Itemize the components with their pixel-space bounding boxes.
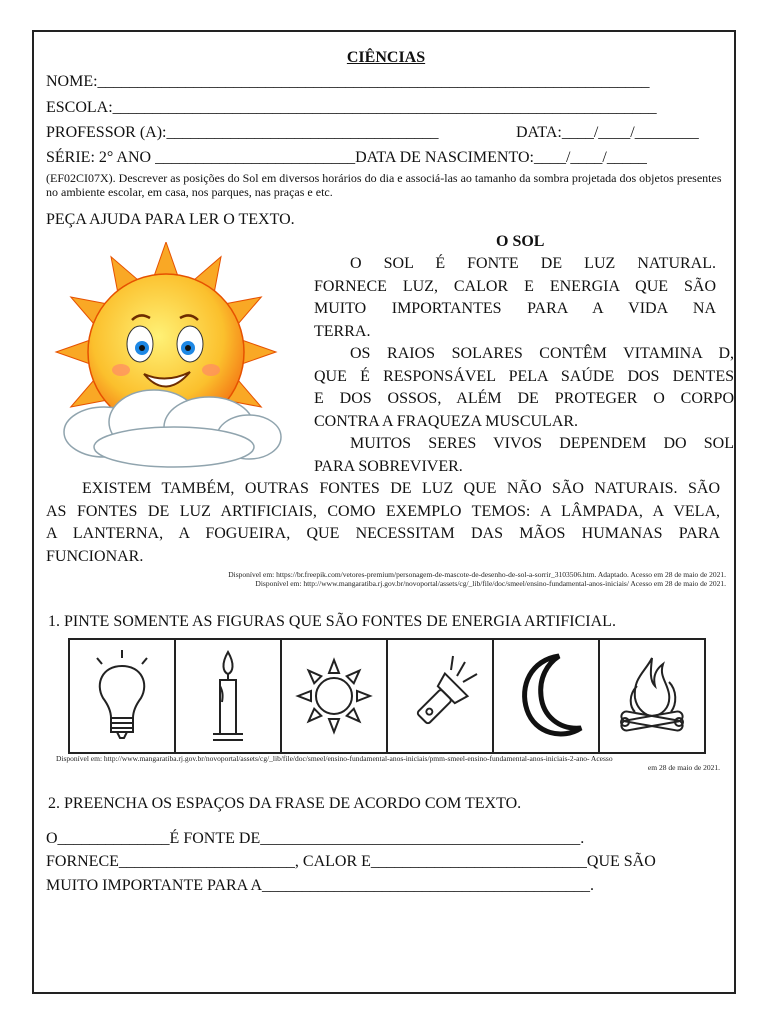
- worksheet: [32, 30, 736, 994]
- nome-field[interactable]: NOME:_____________________________________________________________________: [46, 73, 650, 90]
- paragraph-1: O SOL É FONTE DE LUZ NATURAL. FORNECE LUZ, CALOR E ENERGIA QUE SÃO MUITO IMPORTANTES PARA A VIDA NA TERRA.: [314, 255, 716, 340]
- page-title: CIÊNCIAS: [346, 49, 426, 66]
- skill-description: (EF02CI07X). Descrever as posições do Sol em diversos horários do dia e associá-las ao tamanho da sombra projetada dos objetos presentes no ambiente escolar, em casa, nos parques, nas praças e etc.: [46, 171, 722, 199]
- figure-flashlight[interactable]: [388, 640, 494, 752]
- source-note-2: Disponível em: http://www.mangaratiba.rj.gov.br/novoportal/assets/cg/_lib/file/doc/smeel/ensino-fundamental-anos-iniciais/ Acesso em 28 de maio de 2021.: [255, 579, 726, 588]
- sun-icon: [289, 646, 379, 746]
- figures-source-2: em 28 de maio de 2021.: [647, 763, 720, 772]
- source-note-1: Disponível em: https://br.freepik.com/vetores-premium/personagem-de-mascote-de-desenho-de-sol-a-sorrir_3103506.htm. Adaptado. Acesso em 28 de maio de 2021.: [228, 570, 726, 579]
- figure-sun[interactable]: [282, 640, 388, 752]
- figures-strip: [68, 638, 706, 754]
- data-field[interactable]: DATA:____/____/________: [516, 124, 699, 141]
- candle-icon: [183, 646, 273, 746]
- paragraph-3: MUITOS SERES VIVOS DEPENDEM DO SOL PARA SOBREVIVER.: [314, 435, 734, 475]
- professor-field[interactable]: PROFESSOR (A):__________________________________: [46, 124, 439, 141]
- question-1-prompt: 1. PINTE SOMENTE AS FIGURAS QUE SÃO FONTES DE ENERGIA ARTIFICIAL.: [48, 613, 616, 630]
- figure-candle[interactable]: [176, 640, 282, 752]
- lightbulb-icon: [77, 646, 167, 746]
- sun-cloud-illustration: [44, 242, 294, 472]
- moon-icon: [501, 646, 591, 746]
- paragraph-2: OS RAIOS SOLARES CONTÊM VITAMINA D, QUE É RESPONSÁVEL PELA SAÚDE DOS DENTES E DOS OSSOS, ALÉM DE PROTEGER O CORPO CONTRA A FRAQUEZA MUSCULAR.: [314, 345, 734, 430]
- figure-lightbulb[interactable]: [70, 640, 176, 752]
- fill-line-3[interactable]: MUITO IMPORTANTE PARA A_________________________________________.: [46, 877, 595, 894]
- paragraph-4: EXISTEM TAMBÉM, OUTRAS FONTES DE LUZ QUE NÃO SÃO NATURAIS. SÃO AS FONTES DE LUZ ARTIFICIAIS, COMO EXEMPLO TEMOS: A LÂMPADA, A VELA, A LANTERNA, A FOGUEIRA, QUE NECESSITAM DAS MÃOS HUMANAS PARA FUNCIONAR.: [46, 480, 720, 565]
- serie-field[interactable]: SÉRIE: 2° ANO _________________________DATA DE NASCIMENTO:____/____/_____: [46, 149, 647, 166]
- fill-line-1[interactable]: O______________É FONTE DE________________________________________.: [46, 830, 585, 847]
- figures-source-1: Disponível em: http://www.mangaratiba.rj.gov.br/novoportal/assets/cg/_lib/file/doc/smeel/ensino-fundamental-anos-iniciais/pmm-smeel-ensino-fundamental-anos-iniciais-2-ano- Acesso: [56, 754, 613, 763]
- fill-line-2[interactable]: FORNECE______________________, CALOR E___________________________QUE SÃO: [46, 853, 656, 870]
- figure-moon[interactable]: [494, 640, 600, 752]
- flashlight-icon: [395, 646, 485, 746]
- escola-field[interactable]: ESCOLA:____________________________________________________________________: [46, 99, 657, 116]
- question-2-prompt: 2. PREENCHA OS ESPAÇOS DA FRASE DE ACORDO COM TEXTO.: [48, 795, 522, 812]
- figure-campfire[interactable]: [600, 640, 704, 752]
- help-note: PEÇA AJUDA PARA LER O TEXTO.: [46, 211, 295, 228]
- text-heading: O SOL: [496, 233, 545, 250]
- campfire-icon: [607, 646, 697, 746]
